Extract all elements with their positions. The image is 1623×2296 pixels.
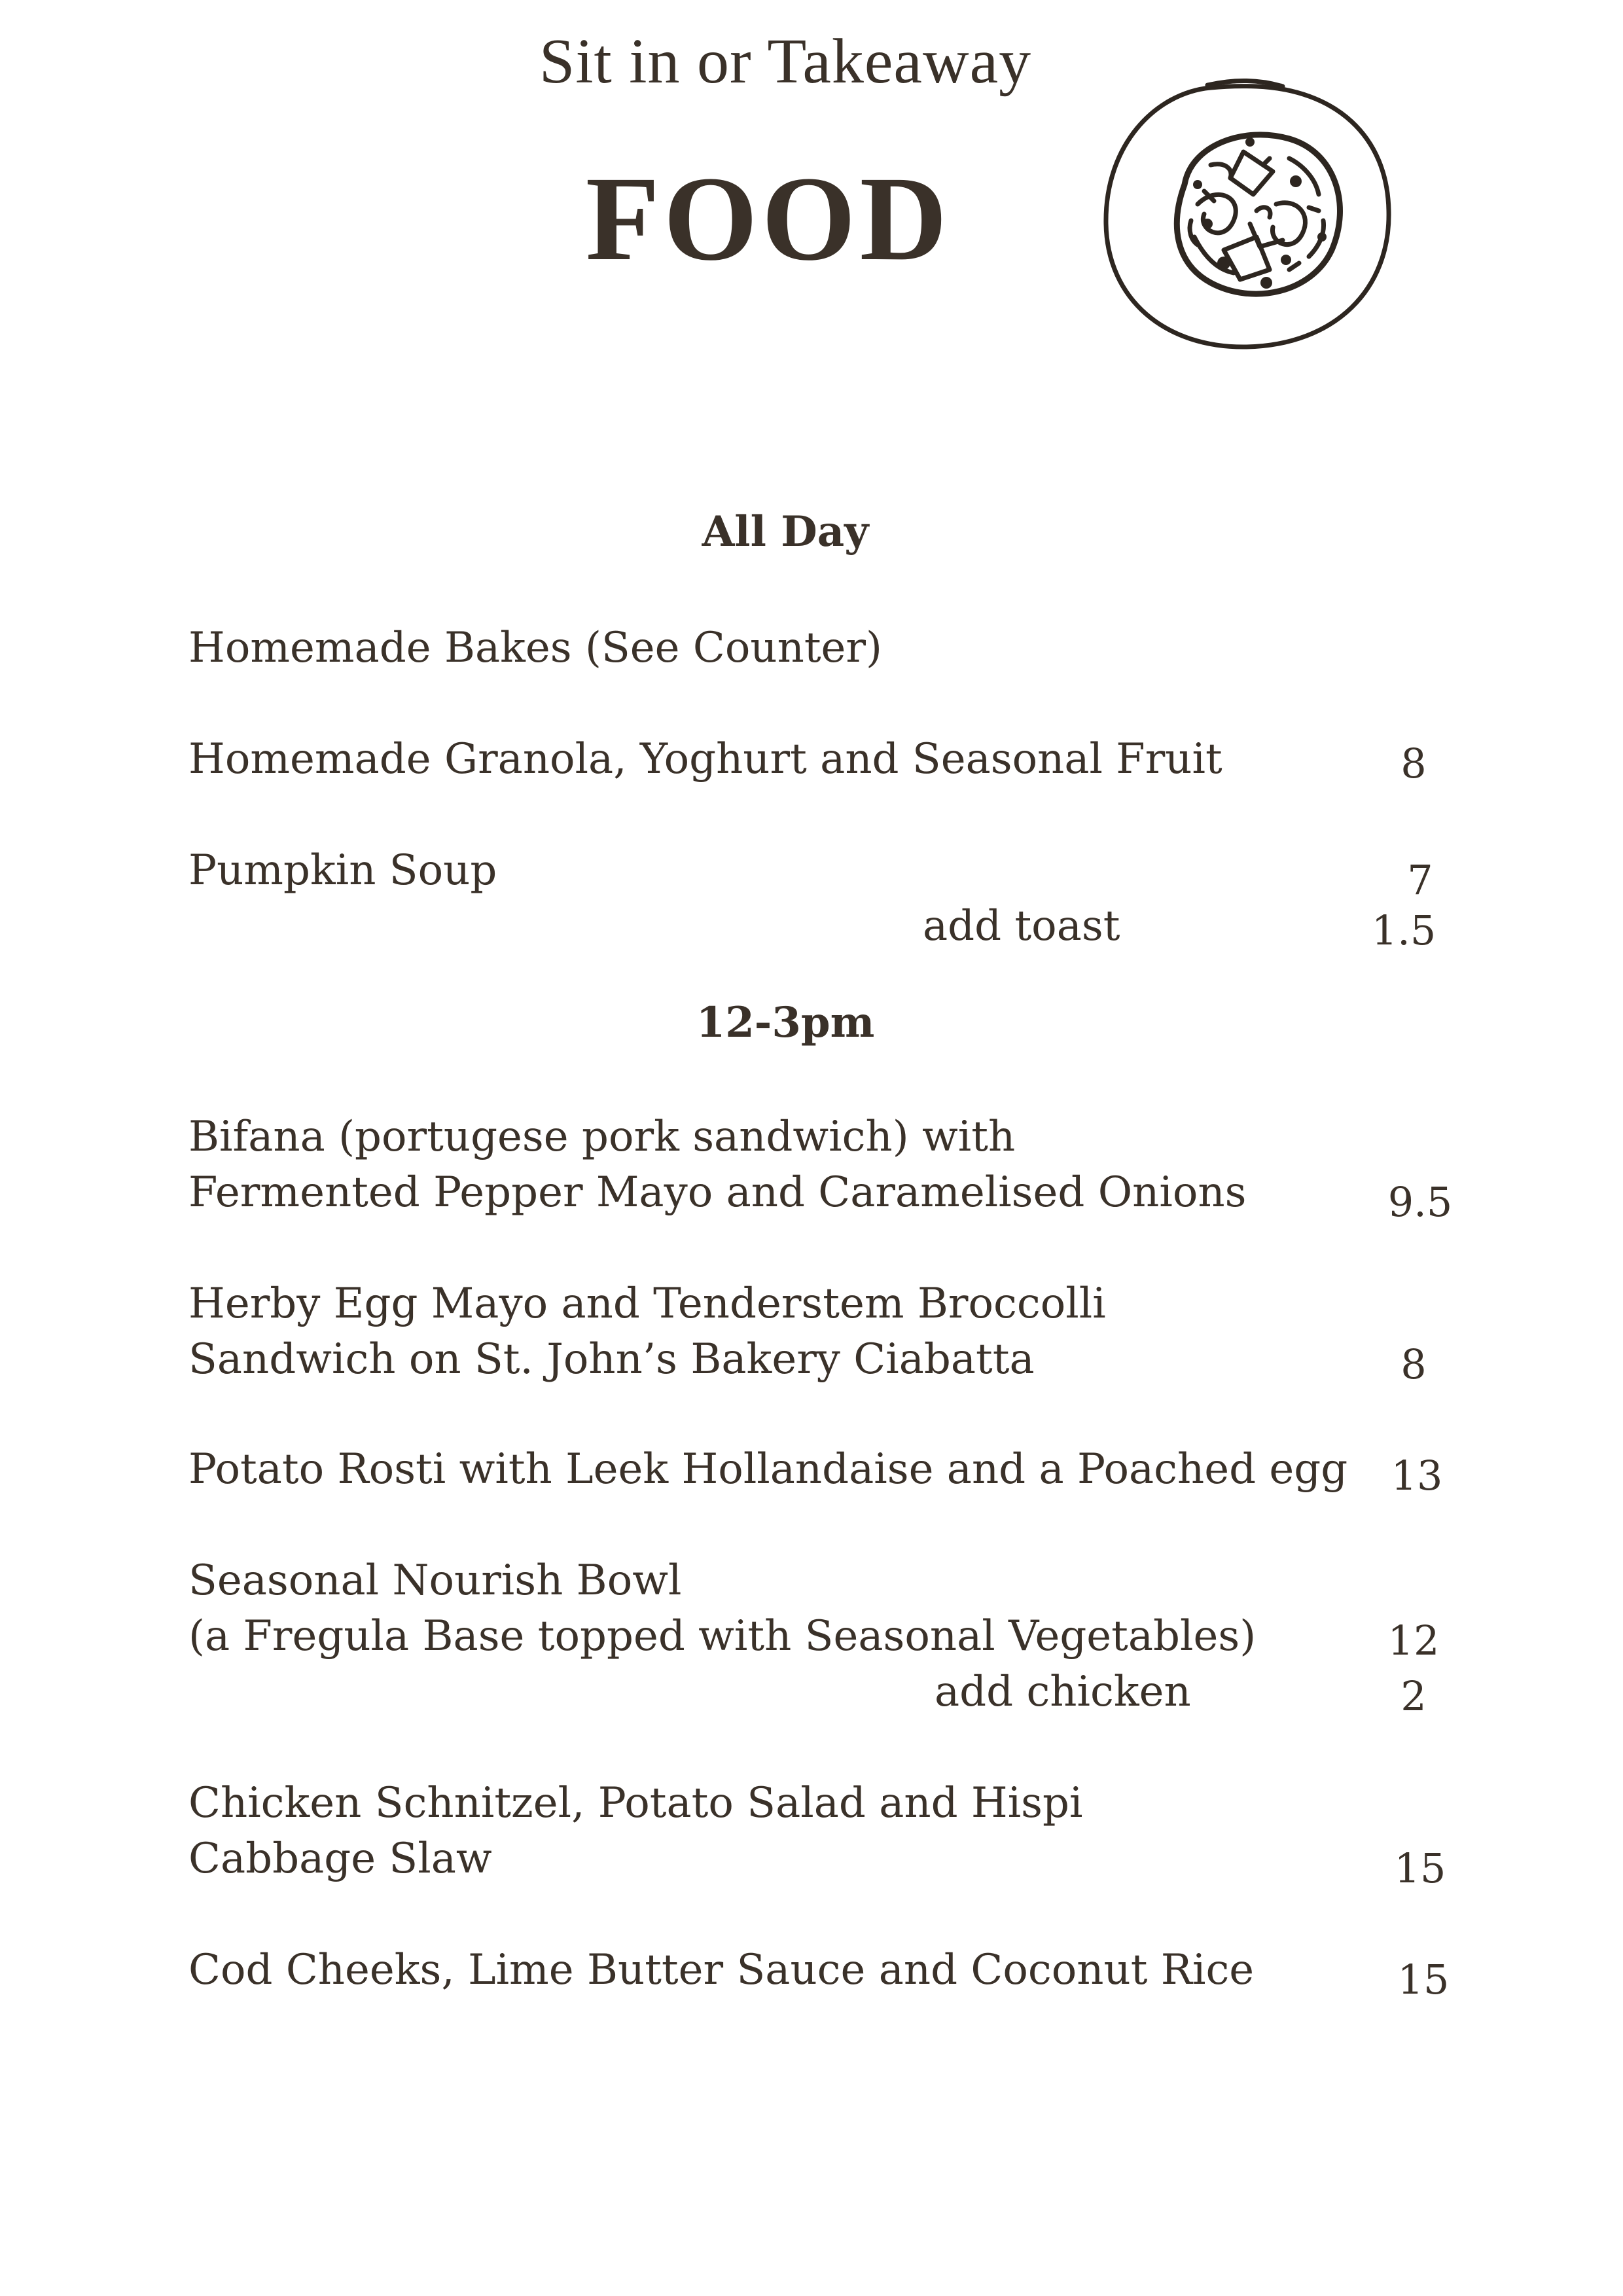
menu-item-name: Cod Cheeks, Lime Butter Sauce and Coconut Rice bbox=[188, 1946, 1255, 1994]
menu-item-addon-price: 1.5 bbox=[1371, 906, 1436, 954]
menu-item-addon: add chicken bbox=[935, 1668, 1191, 1716]
menu-item-price: 9.5 bbox=[1387, 1178, 1453, 1226]
menu-item-line1: Bifana (portugese pork sandwich) with bbox=[188, 1113, 1016, 1161]
menu-subtitle: Sit in or Takeaway bbox=[539, 26, 1032, 97]
menu-item-line1: Seasonal Nourish Bowl bbox=[188, 1556, 682, 1605]
menu-item-name: Pumpkin Soup bbox=[188, 846, 497, 895]
menu-item-price: 15 bbox=[1394, 1844, 1446, 1892]
menu-item-price: 15 bbox=[1397, 1956, 1450, 2003]
menu-title: FOOD bbox=[585, 152, 952, 286]
section-heading-lunch: 12-3pm bbox=[696, 998, 875, 1047]
menu-item-price: 8 bbox=[1400, 740, 1427, 787]
section-heading-all-day: All Day bbox=[702, 507, 869, 556]
menu-item-price: 13 bbox=[1391, 1452, 1443, 1499]
menu-item-line1: Herby Egg Mayo and Tenderstem Broccolli bbox=[188, 1280, 1106, 1328]
plate-of-food-icon bbox=[1093, 73, 1407, 361]
menu-item-name: Homemade Granola, Yoghurt and Seasonal Fruit bbox=[188, 735, 1222, 783]
menu-item-price: 8 bbox=[1400, 1340, 1427, 1388]
menu-item-line2: Fermented Pepper Mayo and Caramelised Onions bbox=[188, 1168, 1247, 1217]
menu-item-price: 7 bbox=[1407, 856, 1433, 904]
menu-item-addon-price: 2 bbox=[1400, 1672, 1427, 1720]
menu-item-name: Homemade Bakes (See Counter) bbox=[188, 624, 882, 672]
menu-item-addon: add toast bbox=[923, 902, 1120, 950]
menu-item-line2: (a Fregula Base topped with Seasonal Vegetables) bbox=[188, 1612, 1257, 1660]
menu-item-name: Potato Rosti with Leek Hollandaise and a Poached egg bbox=[188, 1445, 1348, 1494]
menu-item-price: 12 bbox=[1387, 1617, 1440, 1664]
menu-item-line1: Chicken Schnitzel, Potato Salad and Hispi bbox=[188, 1779, 1083, 1827]
menu-item-line2: Cabbage Slaw bbox=[188, 1835, 492, 1883]
menu-item-line2: Sandwich on St. John’s Bakery Ciabatta bbox=[188, 1335, 1035, 1384]
